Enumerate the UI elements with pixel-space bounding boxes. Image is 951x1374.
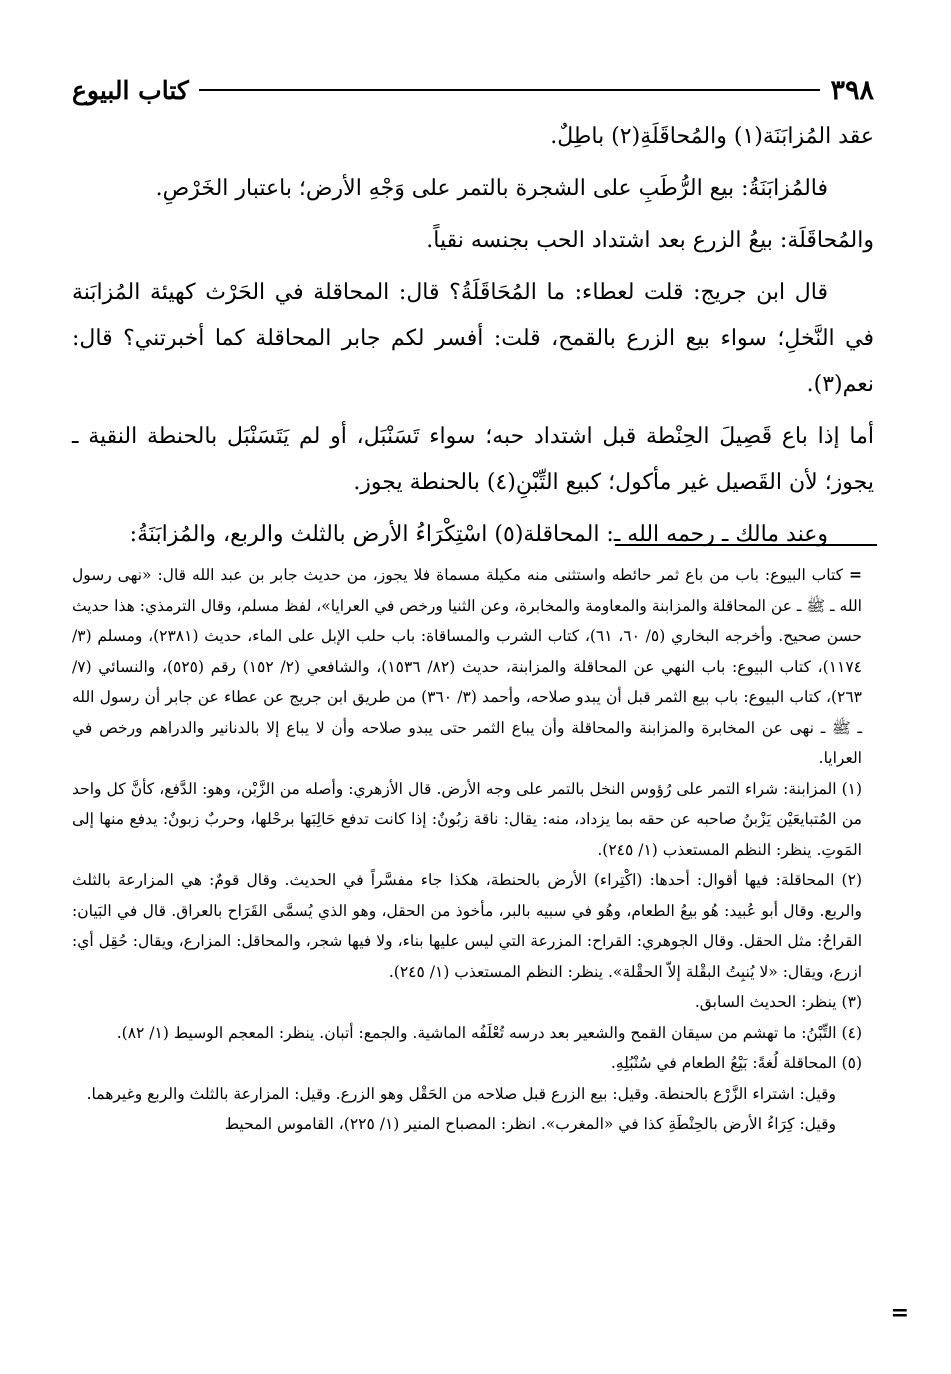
- continues-next-page-mark: =: [890, 1300, 909, 1326]
- footnotes: [72, 560, 862, 1140]
- footnote-5-mark: (٥): [841, 1054, 862, 1072]
- footnote-4-mark: (٤): [841, 1023, 862, 1042]
- footnote-3: [72, 987, 862, 1018]
- footnote-1-text: المزابنة: شراء التمر على رُؤوس النخل بالتمر على وجه الأرض. قال الأزهري: وأصله من الزَّبْن، وهو: الدَّفع، كأنَّ كل واحد من المُتبايعَيْن يَزْبنُ صاحبه عن حقه بما يزداد، منه: يقال: ناقة زبُونٌ: إذا كانت تدفع حَالِبَها برحْلها، وحربٌ زبونٌ: يدفع منها إلى المَوتِ. ينظر: النظم المستعذب (١/ ٢٤٥).: [72, 779, 862, 859]
- page-number: ٣٩٨: [830, 74, 874, 106]
- footnote-5-text: المحاقلة لُغةً: بَيْعُ الطعام في سُنْبُلِهِ.: [610, 1054, 837, 1072]
- footnote-1: [72, 774, 862, 866]
- paragraph-5: أما إذا باع قَصِيلَ الحِنْطة قبل اشتداد حبه؛ سواء تَسَنْبَل، أو لم يَتَسَنْبَل بالحنطة النقية ـ يجوز؛ لأن القَصيل غير مأكول؛ كبيع التِّبْنِ(٤) بالحنطة يجوز.: [72, 424, 874, 495]
- main-text: [72, 114, 874, 564]
- footnote-5: [72, 1048, 862, 1079]
- footnote-2: [72, 865, 862, 987]
- page-header: [72, 68, 874, 112]
- paragraph-3: والمُحاقَلَة: بيعُ الزرع بعد اشتداد الحب بجنسه نقياً.: [426, 228, 874, 253]
- footnote-5-continuation-1: وقيل: اشتراء الزَّرْع بالحنطة. وقيل: بيع الزرع قبل صلاحه من الحَقْل وهو الزرع. وقيل: المزارعة بالثلث والربع وغيرهما.: [86, 1084, 836, 1103]
- source-continuation-mark: =: [849, 565, 862, 584]
- footnote-3-text: ينظر: الحديث السابق.: [694, 993, 837, 1011]
- header-rule: [199, 89, 821, 91]
- footnote-4: [72, 1018, 862, 1049]
- paragraph-6: وعند مالك ـ رحمه الله ـ: المحاقلة(٥) اسْتِكْرَاءُ الأرض بالثلث والربع، والمُزابَنَةُ:: [129, 522, 828, 547]
- footnote-2-text: المحاقلة: فيها أقوال: أحدها: (اكْتِراء) الأرض بالحنطة، هكذا جاء مفسَّراً في الحديث. وقال قومٌ: هي المزارعة بالثلث والربع. وقال أبو عُبيد: هُو بيعُ الطعام، وهُو في سبيه بالبر، مأخوذ من الحقل، وهو الذي يُسمَّى القَرَاح بالعراق. قال في البَيان: القراحُ: مثل الحقل. وقال الجوهري: القراح: المزرعة التي ليس عليها بناء، ولا فيها شجر، والمحاقل: المزارع، ويقال: حُقِل أي: ازرع، ويقال: «لا يُنبِتُ البقْلة إلاّ الحقْلة». ينظر: النظم المستعذب (١/ ٢٤٥).: [72, 871, 862, 981]
- footnote-4-text: التِّبْنُ: ما تهشم من سيقان القمح والشعير بعد درسه تُعْلَفُه الماشية. والجمع: أتبان. ينظر: المعجم الوسيط (١/ ٨٢).: [116, 1023, 837, 1042]
- paragraph-2: فالمُزابَنَةُ: بيع الرُّطَبِ على الشجرة بالتمر على وَجْهِ الأرض؛ باعتبار الخَرْصِ.: [155, 176, 828, 201]
- footnote-separator: [615, 544, 877, 546]
- footnote-3-mark: (٣): [841, 993, 862, 1011]
- book-title: كتاب البيوع: [72, 75, 189, 105]
- footnote-source-text: كتاب البيوع: باب من باع ثمر حائطه واستثنى منه مكيلة مسماة فلا يجوز، من حديث جابر بن عبد الله قال: «نهى رسول الله ـ ﷺ ـ عن المحاقلة والمزابنة والمعاومة والمخابرة، وعن الثنيا ورخص في العرايا»، لفظ مسلم، وقال الترمذي: هذا حديث حسن صحيح. وأخرجه البخاري (٥/ ٦٠، ٦١)، كتاب الشرب والمساقاة: باب حلب الإبل على الماء، حديث (٢٣٨١)، ومسلم (٣/ ١١٧٤)، كتاب البيوع: باب النهي عن المحاقلة والمزابنة، حديث (٨٢/ ١٥٣٦)، والشافعي (٢/ ١٥٢) رقم (٥٢٥)، والنسائي (٧/ ٢٦٣)، كتاب البيوع: باب بيع الثمر قبل أن يبدو صلاحه، وأحمد (٣/ ٣٦٠) من طريق ابن جريج عن عطاء عن جابر أن رسول الله ـ ﷺ ـ نهى عن المخابرة والمزابنة والمحاقلة وأن يباع الثمر حتى يبدو صلاحه وأن لا يباع إلا بالدنانير والدراهم ورخص في العرايا.: [72, 566, 862, 767]
- footnote-5-continuation-2: وقيل: كِرَاءُ الأرض بالحِنْطَةِ كذا في «المغرب». انظر: المصباح المنير (١/ ٢٢٥)، القاموس المحيط: [224, 1115, 836, 1133]
- footnote-source: [72, 560, 862, 774]
- footnote-1-mark: (١): [841, 779, 863, 798]
- footnote-2-mark: (٢): [841, 871, 862, 889]
- paragraph-1: عقد المُزابَنَة(١) والمُحاقَلَةِ(٢) باطِلٌ.: [550, 124, 874, 149]
- paragraph-4: قال ابن جريج: قلت لعطاء: ما المُحَاقَلَةُ؟ قال: المحاقلة في الحَرْث كهيئة المُزابَنة في النَّخلِ؛ سواء بيع الزرع بالقمح، قلت: أفسر لكم جابر المحاقلة كما أخبرتني؟ قال: نعم(٣).: [72, 280, 874, 397]
